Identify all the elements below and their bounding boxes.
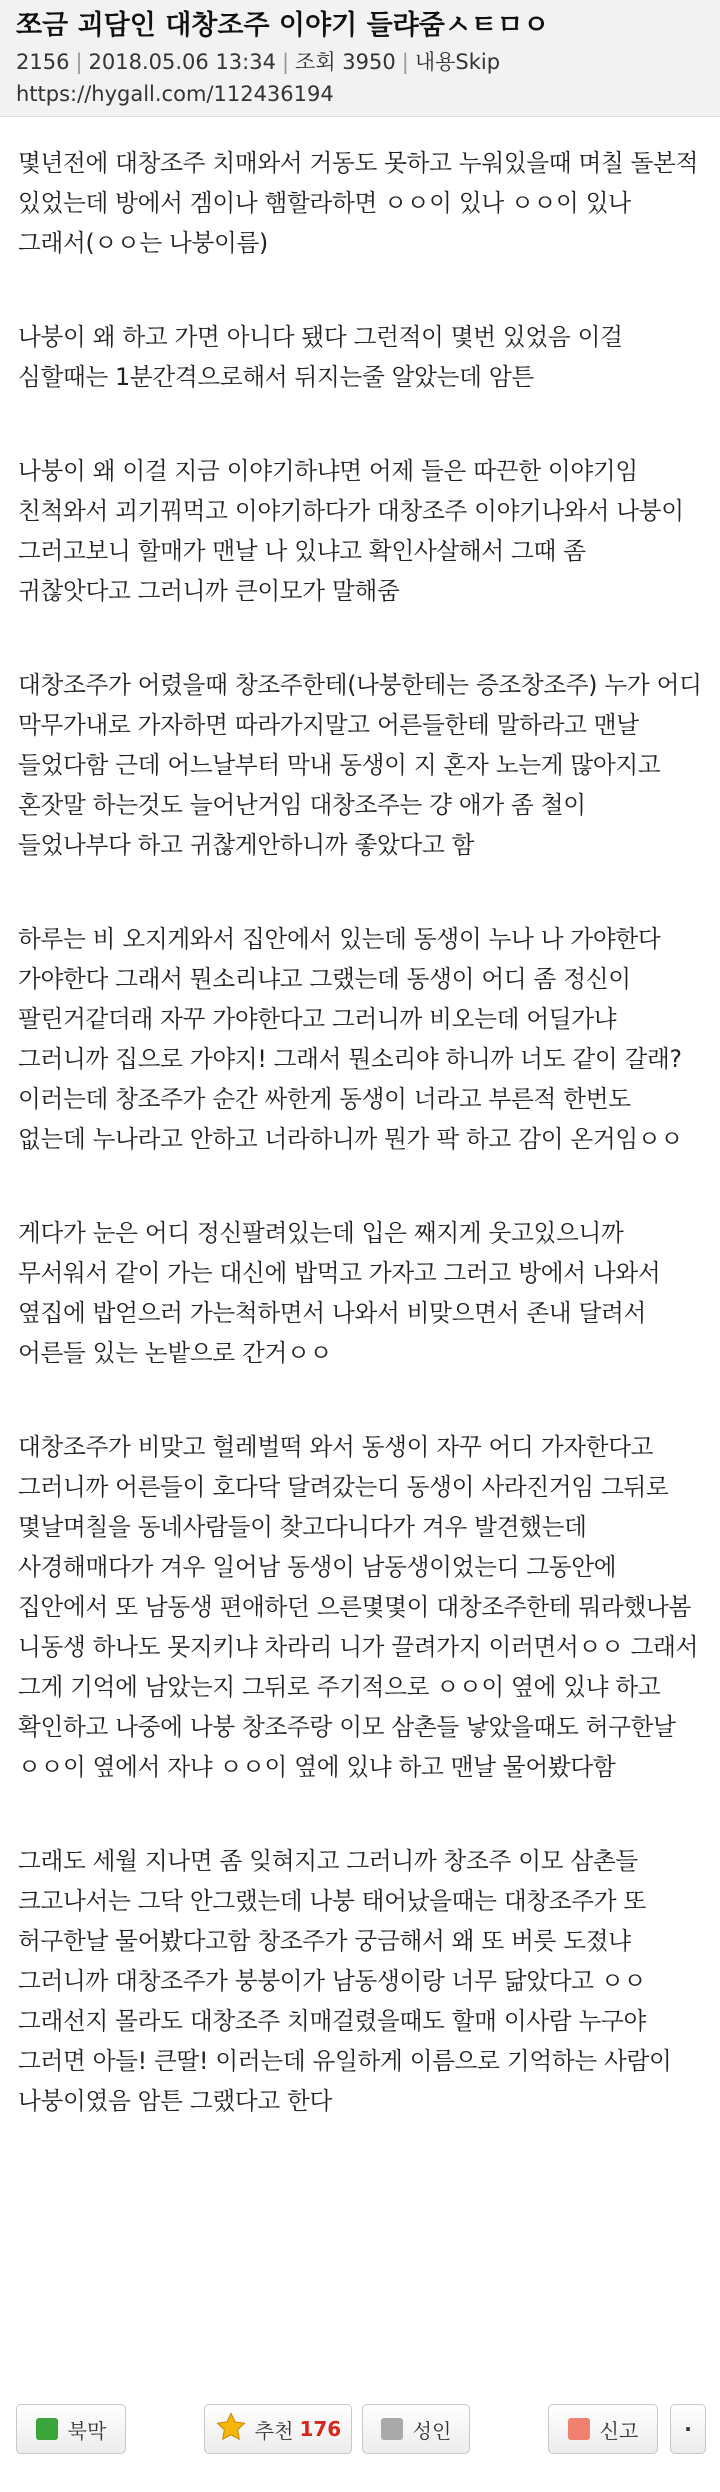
bookmark-button[interactable] <box>16 2404 126 2454</box>
post-title: 쪼금 괴담인 대창조주 이야기 들랴줌ㅅㅌㅁㅇ <box>16 10 550 41</box>
post-actions <box>0 2404 720 2466</box>
recommend-button[interactable] <box>204 2404 352 2454</box>
post-datetime: 2018.05.06 13:34 <box>88 50 276 74</box>
paragraph: 몇년전에 대창조주 치매와서 거동도 못하고 누워있을때 며칠 돌본적 있었는데 방에서 겜이나 햄할라하면 ㅇㅇ이 있나 ㅇㅇ이 있나 그래서(ㅇㅇ는 나붕이름) <box>18 149 699 257</box>
paragraph: 하루는 비 오지게와서 집안에서 있는데 동생이 누나 나 가야한다 가야한다 그래서 뭔소리냐고 그랬는데 동생이 어디 좀 정신이 팔린거같더래 자꾸 가야한다고 그러니까 비오는데 어딜가냐 그러니까 집으로 가야지! 그래서 뭔소리야 하니까 너도 같이 갈래? 이러는데 창조주가 순간 싸한게 동생이 너라고 부른적 한번도 없는데 누나라고 안하고 너라하니까 뭔가 팍 하고 감이 온거임ㅇㅇ <box>18 925 683 1153</box>
post-number: 2156 <box>16 50 70 74</box>
bookmark-icon <box>36 2418 58 2440</box>
adult-label: 성인 <box>412 2418 452 2443</box>
post-header <box>0 0 720 117</box>
post-meta <box>16 46 704 78</box>
paragraph: 나붕이 왜 하고 가면 아니다 됐다 그런적이 몇번 있었음 이걸 심할때는 1분간격으로해서 뒤지는줄 알았는데 암튼 <box>18 323 623 391</box>
paragraph: 대창조주가 어렸을때 창조주한테(나붕한테는 증조창조주) 누가 어디 막무가내로 가자하면 따라가지말고 어른들한테 말하라고 맨날 들었다함 근데 어느날부터 막내 동생이 지 혼자 노는게 많아지고 혼잣말 하는것도 늘어난거임 대창조주는 걍 애가 좀 철이 들었나부다 하고 귀찮게안하니까 좋았다고 함 <box>18 671 702 859</box>
recommend-count: 176 <box>299 2417 342 2441</box>
more-label: · <box>684 2417 692 2441</box>
skip-content-link[interactable]: 내용Skip <box>414 50 501 74</box>
separator: | <box>75 50 83 74</box>
report-icon <box>568 2418 590 2440</box>
paragraph: 그래도 세월 지나면 좀 잊혀지고 그러니까 창조주 이모 삼촌들 크고나서는 그닥 안그랬는데 나붕 태어났을때는 대창조주가 또 허구한날 물어봤다고함 창조주가 궁금해서 왜 또 버릇 도졌냐 그러니까 대창조주가 붕붕이가 남동생이랑 너무 닮았다고 ㅇㅇ 그래선지 몰라도 대창조주 치매걸렸을때도 할매 이사람 누구야 그러면 아들! 큰딸! 이러는데 유일하게 이름으로 기억하는 사람이 나붕이였음 암튼 그랬다고 한다 <box>18 1847 672 2115</box>
separator: | <box>401 50 409 74</box>
post-body <box>0 117 720 2121</box>
recommend-label: 추천 <box>254 2418 294 2443</box>
report-label: 신고 <box>599 2418 639 2443</box>
post-views: 조회 3950 <box>295 50 396 74</box>
more-button[interactable] <box>670 2404 706 2454</box>
bookmark-label: 북막 <box>67 2418 107 2443</box>
paragraph: 대창조주가 비맞고 헐레벌떡 와서 동생이 자꾸 어디 가자한다고 그러니까 어른들이 호다닥 달려갔는디 동생이 사라진거임 그뒤로 몇날며칠을 동네사람들이 찾고다니다가 겨우 발견했는데 사경해매다가 겨우 일어남 동생이 남동생이었는디 그동안에 집안에서 또 남동생 편애하던 으른몇몇이 대창조주한테 뭐라했나봄 니동생 하나도 못지키냐 차라리 니가 끌려가지 이러면서ㅇㅇ 그래서 그게 기억에 남았는지 그뒤로 주기적으로 ㅇㅇ이 옆에 있냐 하고 확인하고 나중에 나붕 창조주랑 이모 삼촌들 낳았을때도 허구한날 ㅇㅇ이 옆에서 자냐 ㅇㅇ이 옆에 있냐 하고 맨날 물어봤다함 <box>18 1433 699 1781</box>
adult-icon <box>381 2418 403 2440</box>
report-button[interactable] <box>548 2404 658 2454</box>
paragraph: 게다가 눈은 어디 정신팔려있는데 입은 째지게 웃고있으니까 무서워서 같이 가는 대신에 밥먹고 가자고 그러고 방에서 나와서 옆집에 밥얻으러 가는척하면서 나와서 비맞으면서 존내 달려서 어른들 있는 논밭으로 간거ㅇㅇ <box>18 1219 661 1367</box>
separator: | <box>281 50 290 74</box>
star-icon <box>215 2411 247 2448</box>
post-url[interactable]: https://hygall.com/112436194 <box>16 82 334 106</box>
adult-button[interactable] <box>362 2404 470 2454</box>
paragraph: 나붕이 왜 이걸 지금 이야기하냐면 어제 들은 따끈한 이야기임 친척와서 괴기꿔먹고 이야기하다가 대창조주 이야기나와서 나붕이 그러고보니 할매가 맨날 나 있냐고 확인사살해서 그때 좀 귀찮앗다고 그러니까 큰이모가 말해줌 <box>18 457 684 605</box>
